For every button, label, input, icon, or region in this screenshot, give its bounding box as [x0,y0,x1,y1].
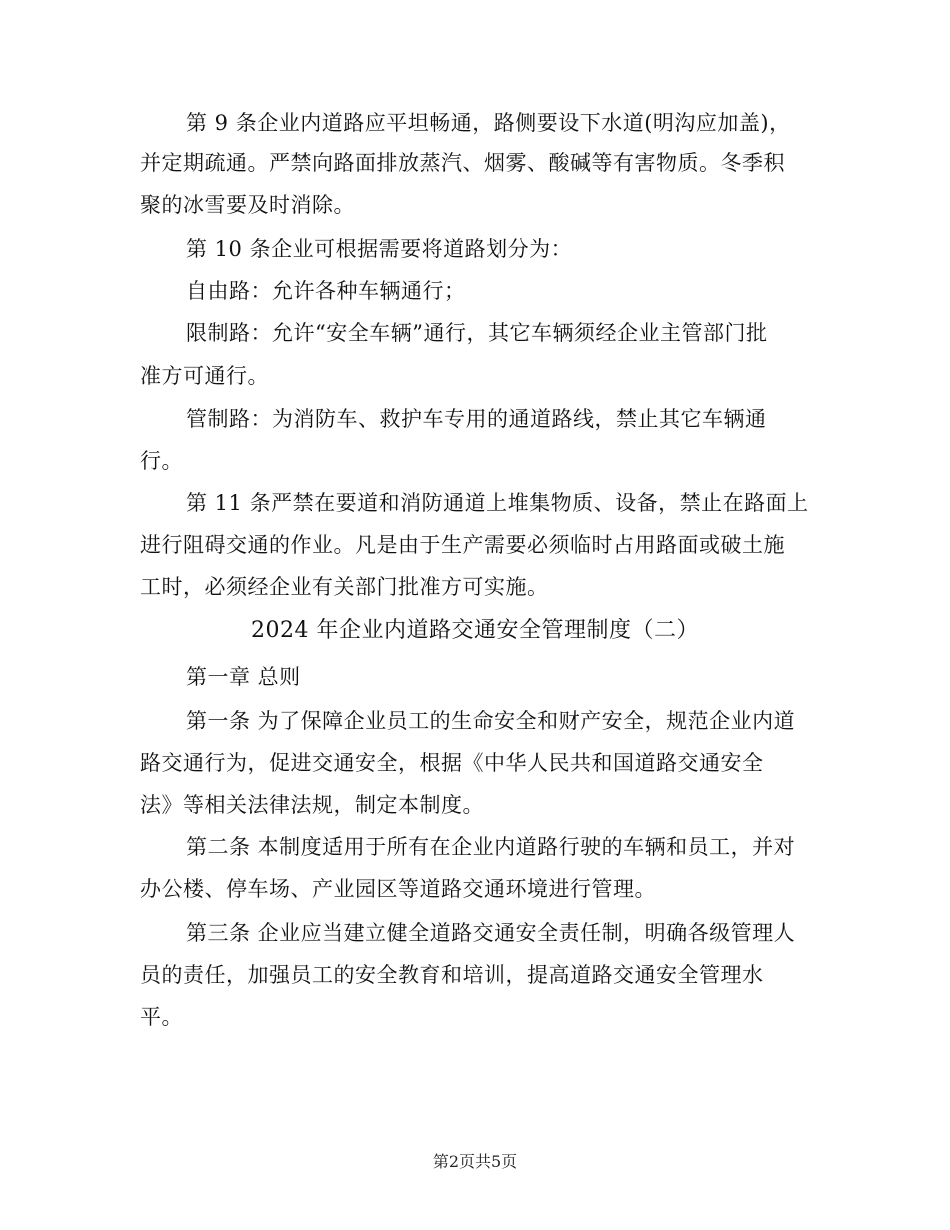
paragraph-line: 自由路：允许各种车辆通行； [186,279,466,303]
paragraph-line: 第三条 企业应当建立健全道路交通安全责任制，明确各级管理人 [186,921,796,945]
paragraph-line: 第 10 条企业可根据需要将道路划分为： [186,237,573,261]
page-number: 第2页共5页 [432,1152,518,1171]
paragraph-line: 聚的冰雪要及时消除。 [140,193,355,217]
paragraph-line: 行。 [140,449,183,473]
paragraph-line: 工时，必须经企业有关部门批准方可实施。 [140,575,549,599]
paragraph-line: 第 9 条企业内道路应平坦畅通，路侧要设下水道(明沟应加盖)， [186,111,791,135]
paragraph-line: 平。 [140,1005,183,1029]
section-title: 2024 年企业内道路交通安全管理制度（二） [251,618,699,643]
paragraph-line: 并定期疏通。严禁向路面排放蒸汽、烟雾、酸碱等有害物质。冬季积 [140,151,785,175]
paragraph-line: 路交通行为，促进交通安全，根据《中华人民共和国道路交通安全 [140,751,764,775]
paragraph-line: 第二条 本制度适用于所有在企业内道路行驶的车辆和员工，并对 [186,835,796,859]
paragraph-line: 员的责任，加强员工的安全教育和培训，提高道路交通安全管理水 [140,963,764,987]
paragraph-line: 管制路：为消防车、救护车专用的通道路线，禁止其它车辆通 [186,407,767,431]
paragraph-line: 第 11 条严禁在要道和消防通道上堆集物质、设备，禁止在路面上 [186,491,809,515]
paragraph-line: 办公楼、停车场、产业园区等道路交通环境进行管理。 [140,877,656,901]
paragraph-line: 第一条 为了保障企业员工的生命安全和财产安全，规范企业内道 [186,709,796,733]
paragraph-line: 进行阻碍交通的作业。凡是由于生产需要必须临时占用路面或破土施 [140,533,785,557]
paragraph-line: 准方可通行。 [140,364,269,388]
chapter-heading: 第一章 总则 [186,665,301,689]
paragraph-line: 限制路：允许“安全车辆”通行，其它车辆须经企业主管部门批 [186,321,768,345]
paragraph-line: 法》等相关法律法规，制定本制度。 [140,793,484,817]
